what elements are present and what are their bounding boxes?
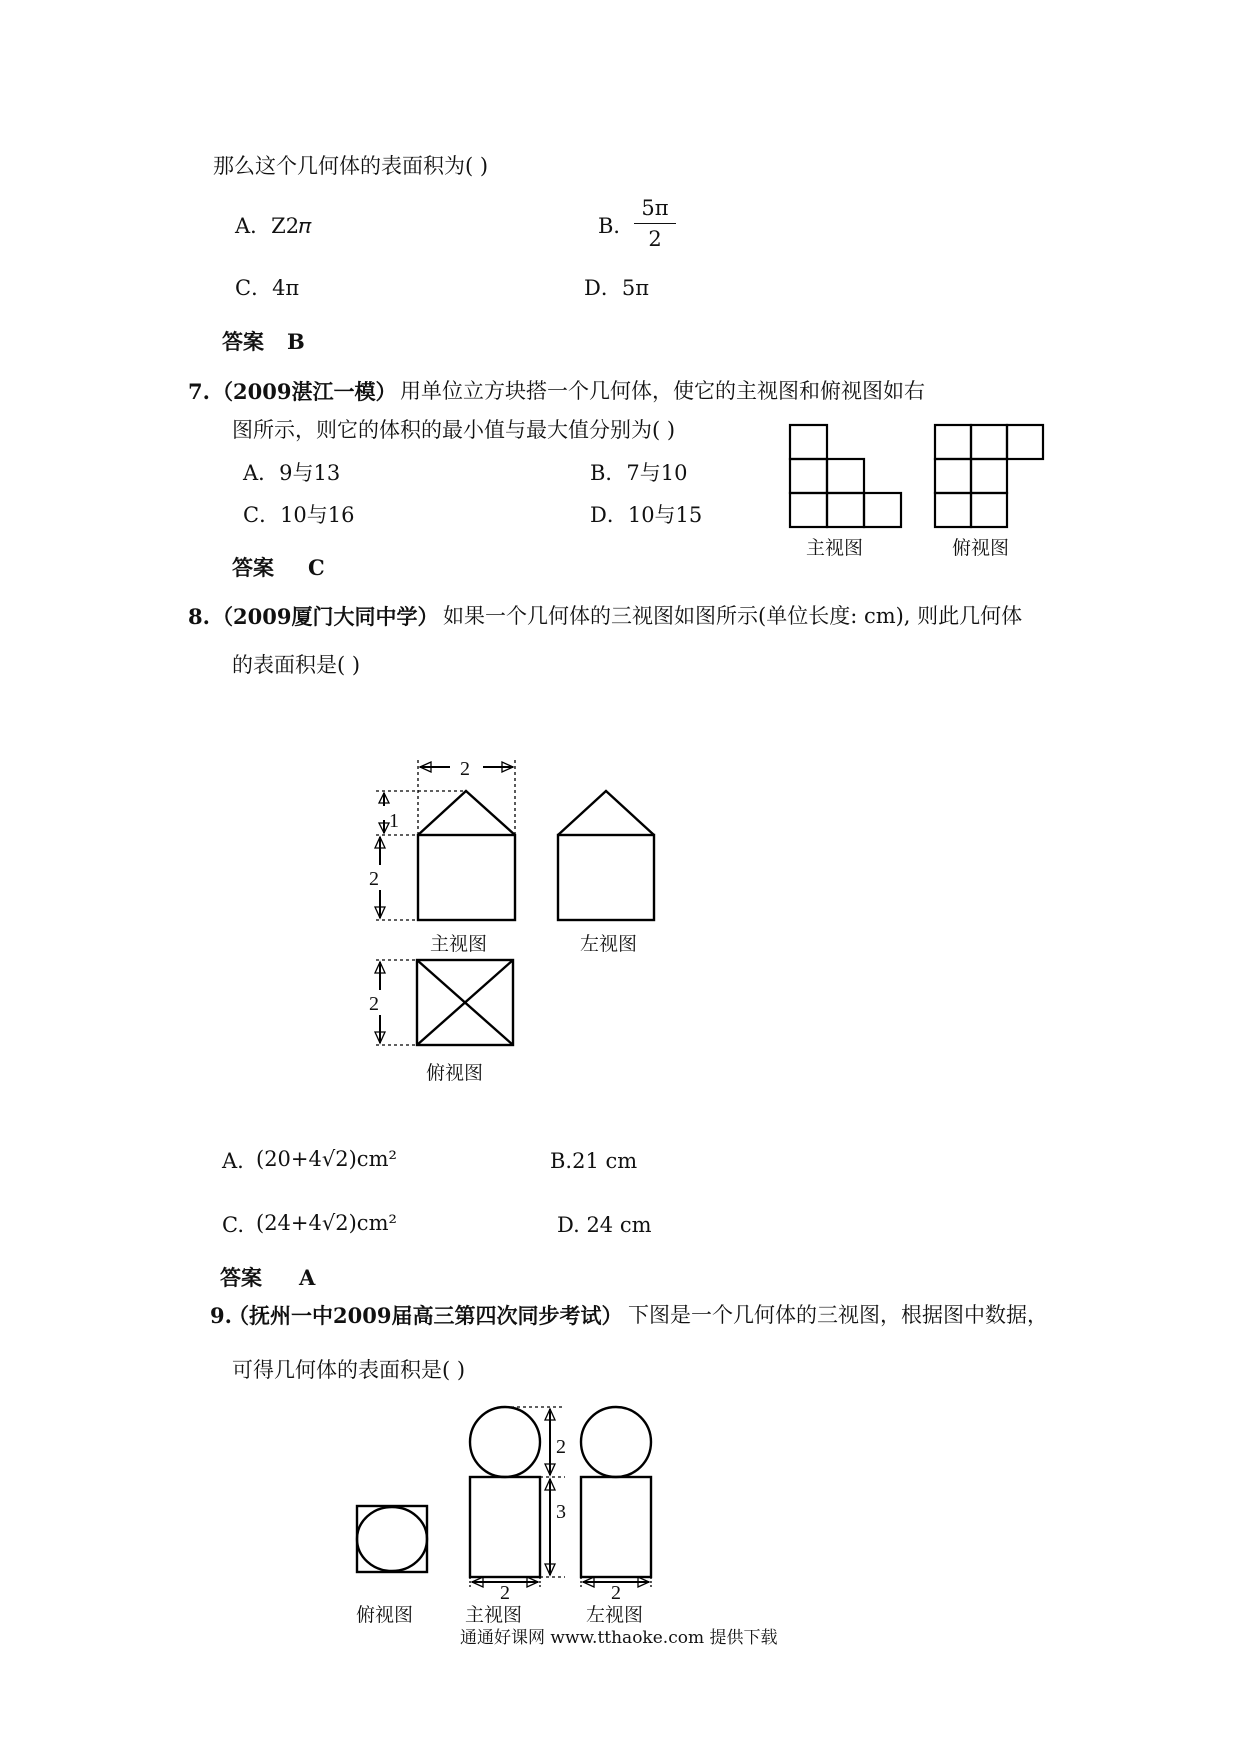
q8-number: 8. (188, 604, 210, 629)
q8-front-caption: 主视图 (430, 933, 488, 955)
q8-front-roof (418, 791, 515, 835)
q8-dim-body: 2 (369, 868, 379, 890)
q8-option-c-expr: (24+4√2)cm² (256, 1211, 397, 1235)
q6-option-d: D．5π (584, 276, 649, 300)
q7-front-cell (790, 459, 827, 493)
q9-side-cylinder (581, 1477, 651, 1577)
q7-front-cell (827, 459, 864, 493)
q7-top-cell (971, 425, 1007, 459)
q8-front-view (418, 791, 515, 920)
q7-top-cell (935, 459, 971, 493)
q8-top-view (417, 960, 513, 1045)
q6-b-denominator: 2 (648, 227, 662, 251)
q9-front-caption: 主视图 (465, 1604, 523, 1626)
q9-number: 9. (210, 1303, 232, 1328)
q9-front-sphere (470, 1407, 540, 1477)
q8-option-a-expr: (20+4√2)cm² (256, 1147, 397, 1171)
footer-text: 通通好课网 www.tthaoke.com 提供下载 (460, 1628, 778, 1648)
q8-side-view (558, 791, 654, 920)
q6-answer-label: 答案 (222, 329, 264, 354)
q7-source: （2009湛江一模） (212, 379, 397, 404)
q7-front-cell (790, 493, 827, 527)
q8-stem-line1: 如果一个几何体的三视图如图所示(单位长度: cm), 则此几何体 (443, 604, 1023, 628)
q8-option-c-label: C. (222, 1213, 244, 1237)
q8-side-caption: 左视图 (580, 933, 638, 955)
q9-top-circle (357, 1507, 427, 1571)
q9-dim-front-width: 2 (500, 1582, 510, 1604)
q6-b-fraction-bar (634, 223, 676, 224)
q9-source: （抚州一中2009届高三第四次同步考试） (228, 1303, 623, 1328)
q9-dim-side-width: 2 (611, 1582, 621, 1604)
q9-dim-cyl: 3 (556, 1501, 566, 1523)
q7-stem-line2: 图所示，则它的体积的最小值与最大值分别为( ) (232, 418, 676, 442)
q8-front-dimensions (375, 760, 515, 920)
q6-stem: 那么这个几何体的表面积为( ) (213, 154, 489, 178)
q8-dim-top: 2 (369, 993, 379, 1015)
q8-dim-roof: 1 (389, 810, 399, 832)
q9-top-view (357, 1506, 427, 1572)
q7-top-cell (935, 425, 971, 459)
q7-top-cell (971, 459, 1007, 493)
q7-front-cell (827, 493, 864, 527)
q8-side-body (558, 835, 654, 920)
q7-option-b: B．7与10 (590, 461, 688, 485)
q9-stem-line2: 可得几何体的表面积是( ) (232, 1358, 466, 1382)
q7-top-view-figure (935, 425, 1043, 527)
q7-number: 7. (188, 379, 210, 404)
q7-front-cell (864, 493, 901, 527)
q8-source: （2009厦门大同中学） (212, 604, 439, 629)
q8-option-b: B.21 cm (550, 1149, 638, 1173)
q7-top-caption: 俯视图 (952, 537, 1010, 559)
q8-top-square (417, 960, 513, 1045)
q7-option-d: D．10与15 (590, 503, 703, 527)
q7-top-cell (1007, 425, 1043, 459)
q6-option-c: C．4π (235, 276, 300, 300)
q6-option-b-label: B． (598, 214, 635, 238)
q9-dimensions (470, 1407, 651, 1588)
q9-dim-sphere: 2 (556, 1436, 566, 1458)
q9-side-caption: 左视图 (586, 1604, 644, 1626)
q7-answer: C (308, 555, 325, 580)
q8-top-diagonal (417, 960, 513, 1045)
q9-stem-line1: 下图是一个几何体的三视图，根据图中数据， (628, 1303, 1048, 1327)
q8-answer: A (299, 1265, 316, 1290)
q6-option-b-fraction (634, 196, 676, 251)
q8-option-a-label: A. (222, 1149, 244, 1173)
q9-front-view (470, 1407, 540, 1577)
q7-stem-line1: 用单位立方块搭一个几何体，使它的主视图和俯视图如右 (400, 379, 925, 403)
q8-front-body (418, 835, 515, 920)
q8-dim-width: 2 (460, 758, 470, 780)
q8-side-roof (558, 791, 654, 835)
q7-option-a: A．9与13 (243, 461, 341, 485)
q7-option-c: C．10与16 (243, 503, 355, 527)
q9-front-cylinder (470, 1477, 540, 1577)
q9-side-sphere (581, 1407, 651, 1477)
q9-side-view (581, 1407, 651, 1577)
q7-top-cell (935, 493, 971, 527)
q7-answer-label: 答案 (232, 555, 274, 580)
q7-top-cell (971, 493, 1007, 527)
q8-top-diagonal (417, 960, 513, 1045)
q6-b-numerator: 5π (641, 196, 669, 220)
q9-top-caption: 俯视图 (356, 1604, 414, 1626)
q8-answer-label: 答案 (220, 1265, 262, 1290)
q7-front-cell (790, 425, 827, 459)
q8-stem-line2: 的表面积是( ) (232, 653, 361, 677)
q7-front-caption: 主视图 (806, 537, 864, 559)
q9-top-square (357, 1506, 427, 1572)
q6-option-a: A．Ζ2𝜋 (235, 214, 312, 238)
q6-answer: B (287, 329, 305, 354)
q8-top-caption: 俯视图 (426, 1062, 484, 1084)
q8-option-d: D. 24 cm (557, 1213, 652, 1237)
q8-top-dimensions (375, 960, 417, 1045)
